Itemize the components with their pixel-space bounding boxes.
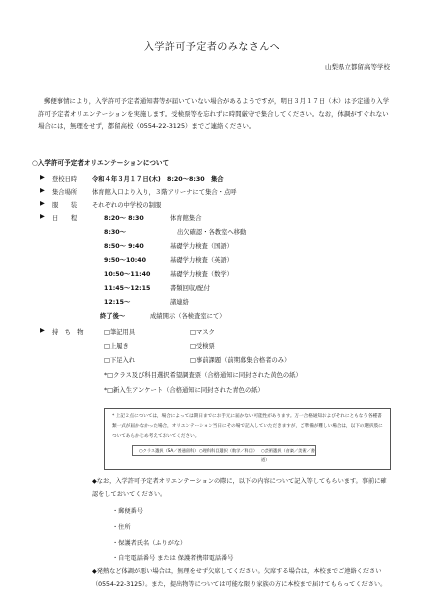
schedule-desc: 基礎学力検査（英語） [170, 257, 233, 264]
schedule-time: 8:50～ 9:40 [104, 243, 144, 250]
followup-list-item: ・保護者氏名（ふりがな） [112, 540, 187, 547]
item-label-place: 集合場所 [52, 189, 78, 196]
followup-list-item: ・自宅電話番号 または 保護者携帯電話番号 [112, 555, 234, 562]
schedule-time: 11:45～12:15 [104, 285, 151, 292]
item-value-datetime: 令和４年３月１７日(木) 8:20～8:30 集合 [92, 176, 224, 183]
item-label-schedule: 日 程 [52, 215, 78, 222]
school-name: 山梨県立都留高等学校 [325, 63, 390, 71]
schedule-desc: 諸連絡 [170, 299, 189, 306]
item-label-datetime: 登校日時 [52, 176, 78, 183]
belongings-label: 持 ち 物 [52, 329, 84, 336]
schedule-time: 10:50～11:40 [104, 271, 151, 278]
choice-box [132, 445, 316, 462]
form-item: *□クラス及び科目選択希望調査票（合格通知に同封された黄色の紙） [104, 372, 302, 379]
choice-item: ○芸術選択（音楽／美術／書道） [261, 448, 315, 462]
schedule-time: 8:20～ 8:30 [104, 215, 144, 222]
schedule-desc: 出欠確認・各教室へ移動 [177, 229, 247, 236]
item-bullet: ▶ [40, 187, 45, 194]
schedule-time: 12:15～ [104, 299, 131, 306]
followup-list-item: ・郵便番号 [112, 508, 143, 515]
section-title: ○入学許可予定者オリエンテーションについて [32, 159, 170, 167]
schedule-time: 終了後～ [100, 313, 126, 320]
item-label-clothes: 服 装 [52, 202, 78, 209]
item-value-place: 体育館入口より入り，３階アリーナにて集合・点呼 [92, 189, 237, 196]
intro-paragraph: 郵便事情により，入学許可予定者通知書等が届いていない場合があるようですが，明日３月１７日（木）は予定通り入学許可予定者オリエンテーションを実施します。受検票等を忘れずに時間厳守で集合してください。なお，体調がすぐれない場合には，無理をせず，都留高校（0554-22-3125）までご連絡ください。 [38, 97, 390, 130]
schedule-desc: 成績開示（各検査室にて） [150, 313, 226, 320]
schedule-desc: 基礎学力検査（数学） [170, 271, 233, 278]
item-bullet: ▶ [40, 213, 45, 220]
belonging-item: □マスク [190, 329, 215, 336]
belonging-item: □下足入れ [104, 357, 136, 364]
followup-paragraph: ◆なお，入学許可予定者オリエンテーションの際に，以下の内容について記入等してもらいます。事前に確認をしておいてください。 [92, 478, 387, 498]
schedule-time: 9:50～10:40 [104, 257, 147, 264]
choice-item: ○理科科目選択（数学／科目） [199, 448, 258, 453]
item-bullet: ▶ [40, 174, 45, 181]
schedule-desc: 基礎学力検査（国語） [170, 243, 233, 250]
belonging-item: □筆記用具 [104, 329, 136, 336]
choice-item: ○クラス選択（SA／普通留科） [139, 448, 199, 453]
page-title: 入学許可予定者のみなさんへ [143, 42, 281, 53]
belonging-item: □事前課題（前期募集合格者のみ） [190, 357, 291, 364]
schedule-desc: 体育館集合 [170, 215, 202, 222]
followup-list-item: ・住所 [112, 524, 131, 531]
belonging-item: □上履き [104, 343, 129, 350]
item-bullet: ▶ [40, 327, 45, 334]
schedule-desc: 書類回収/配付 [170, 285, 210, 292]
item-bullet: ▶ [40, 200, 45, 207]
item-value-clothes: それぞれの中学校の制服 [92, 202, 162, 209]
form-item: *□新入生アンケート（合格通知に同封された青色の紙） [104, 387, 264, 394]
note-text: * 上記２点については，場合によっては期日までにお手元に届かない可能性があります。万一合格通知およびそれにともなう各種書類一式が届かなかった場合，オリエンテーション当日にその場で記入していただきますが，ご準備が難しい場合は，以下の選択肢についてあらかじめ考えておいてください。 [112, 414, 383, 439]
followup-paragraph: ◆発熱など体調が悪い場合は，無理をせず欠席してください。欠席する場合は，本校までご連絡ください（0554-22-3125）。また，提出物等については可能な限り家族の方に本校まで届けてもらってください。 [92, 568, 387, 588]
belonging-item: □受検票 [190, 343, 215, 350]
schedule-time: 8:30～ [104, 229, 126, 236]
